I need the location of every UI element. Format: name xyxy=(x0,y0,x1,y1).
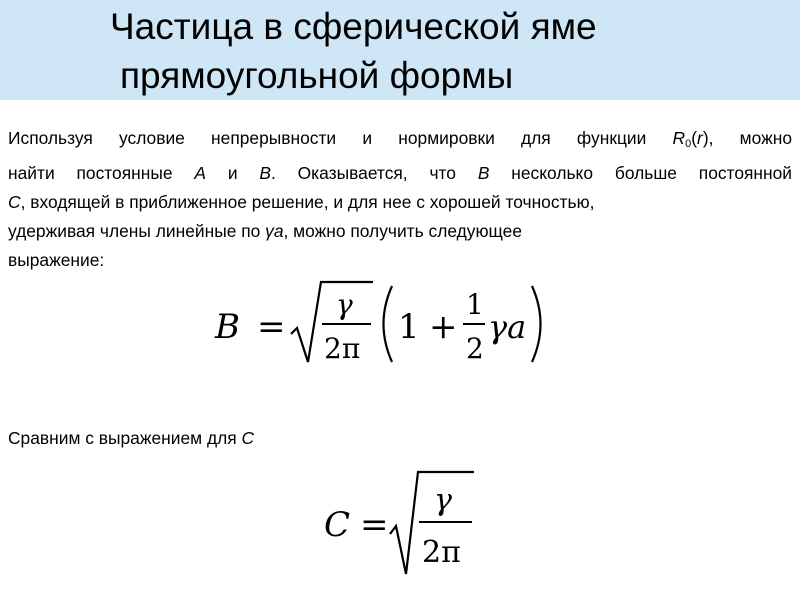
text-run: несколько больше постоянной xyxy=(489,163,793,183)
symbol-gamma-a: γa xyxy=(265,221,284,241)
text-run: Используя условие непрерывности и нормировки для функции xyxy=(8,128,673,148)
body-paragraph xyxy=(8,124,792,275)
formula-b-half-den: 2 xyxy=(466,332,484,365)
symbol-R: R xyxy=(672,128,686,148)
text-run: ( xyxy=(691,128,698,148)
text-run: , входящей в приближенное решение, и для нее с хорошей точностью, xyxy=(20,192,595,212)
symbol-C: C xyxy=(8,192,21,212)
formula-b-gamma-a: γa xyxy=(488,308,527,346)
formula-b-one: 1 xyxy=(398,307,420,347)
text-run: выражение: xyxy=(8,250,105,270)
symbol-A: A xyxy=(194,163,206,183)
text-run: удерживая члены линейные по xyxy=(8,221,266,241)
formula-b-equals: = xyxy=(257,307,286,347)
symbol-B: B xyxy=(477,163,490,183)
formula-b-gamma: γ xyxy=(336,288,353,321)
paragraph-line-1 xyxy=(8,124,792,159)
right-paren xyxy=(532,286,541,362)
paragraph-line-3 xyxy=(8,188,792,217)
formula-b-half-num: 1 xyxy=(466,288,484,321)
title-band xyxy=(0,0,800,100)
left-paren xyxy=(384,286,393,362)
formula-C xyxy=(318,468,488,580)
paragraph-line-2 xyxy=(8,159,792,188)
slide-title-line-2: прямоугольной формы xyxy=(120,55,514,96)
formula-c-lhs: C xyxy=(324,505,351,545)
compare-line xyxy=(8,428,254,449)
text-run: . Оказывается, что xyxy=(270,163,478,183)
formula-b-2pi: 2π xyxy=(324,332,361,365)
paragraph-line-4 xyxy=(8,217,792,246)
slide-title-line-1: Частица в сферической яме xyxy=(110,6,597,47)
formula-c-equals: = xyxy=(360,505,389,545)
symbol-B: B xyxy=(259,163,271,183)
symbol-C: C xyxy=(241,428,255,448)
text-run: и xyxy=(205,163,260,183)
formula-b-plus: + xyxy=(429,307,458,347)
formula-c-gamma: γ xyxy=(434,483,452,518)
subscript-0: 0 xyxy=(685,138,692,150)
formula-B xyxy=(205,278,565,370)
text-run: , можно получить следующее xyxy=(283,221,522,241)
text-run: ), можно xyxy=(702,128,792,148)
paragraph-line-5 xyxy=(8,246,792,275)
symbol-r: r xyxy=(697,128,703,148)
formula-b-lhs: B xyxy=(215,307,240,347)
text-run: Сравним с выражением для xyxy=(8,428,242,448)
formula-c-2pi: 2π xyxy=(422,535,461,570)
text-run: найти постоянные xyxy=(8,163,195,183)
